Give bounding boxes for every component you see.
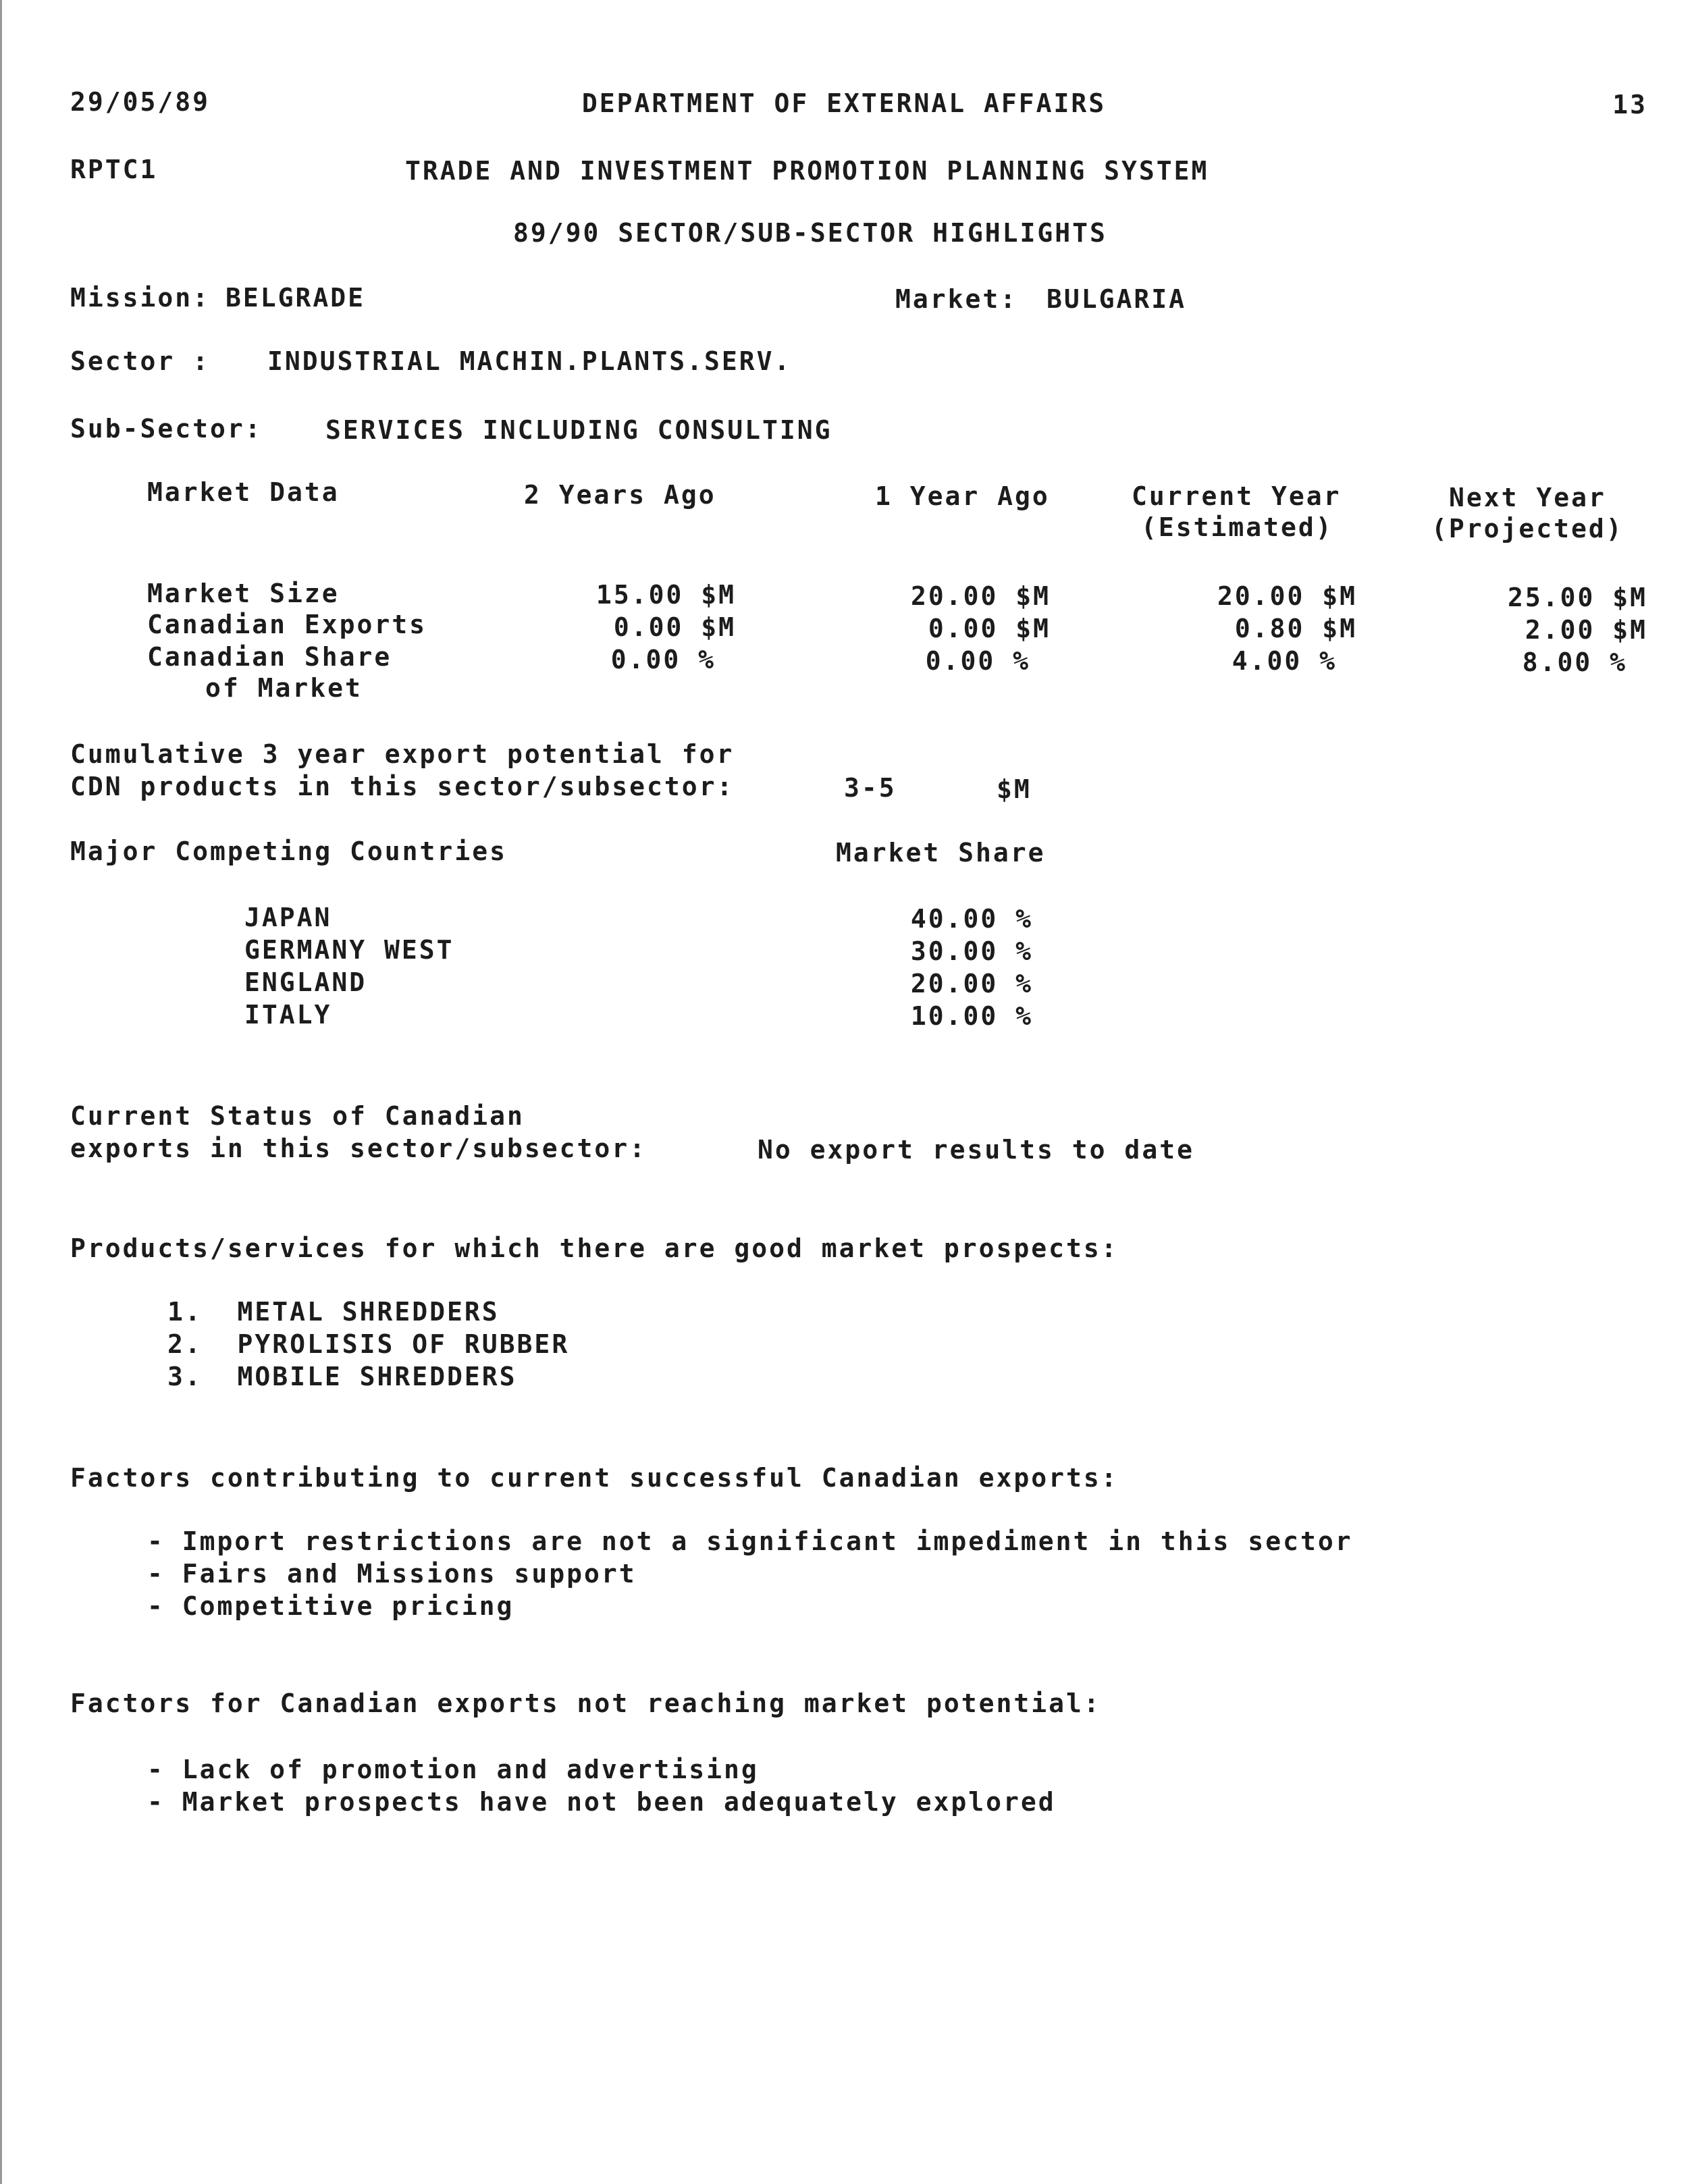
competitor-country: ITALY	[244, 1000, 332, 1030]
cell-share-current: 4.00 %	[1232, 646, 1337, 676]
col-header-2-years-ago: 2 Years Ago	[524, 480, 716, 510]
row-label-canadian-exports: Canadian Exports	[147, 610, 427, 639]
prospects-heading: Products/services for which there are good market prospects:	[70, 1233, 1119, 1263]
status-line2: exports in this sector/subsector:	[70, 1134, 647, 1163]
competitor-share: 30.00 %	[910, 936, 1033, 966]
competitor-share: 10.00 %	[910, 1001, 1033, 1031]
report-title: 89/90 SECTOR/SUB-SECTOR HIGHLIGHTS	[513, 218, 1107, 248]
status-value: No export results to date	[758, 1135, 1194, 1165]
cell-share-1y: 0.00 %	[925, 646, 1030, 676]
col-header-market-data: Market Data	[147, 477, 340, 507]
competitors-header-share: Market Share	[836, 838, 1046, 868]
subsector-value: SERVICES INCLUDING CONSULTING	[325, 415, 832, 445]
system-title: TRADE AND INVESTMENT PROMOTION PLANNING SYSTEM	[405, 156, 1209, 186]
cell-market-size-current: 20.00 $M	[1217, 581, 1357, 611]
report-date: 29/05/89	[70, 87, 211, 117]
col-header-next-year: Next Year	[1449, 483, 1606, 512]
scan-edge	[0, 0, 2, 2184]
cell-share-2y: 0.00 %	[610, 645, 716, 674]
cell-market-size-2y: 15.00 $M	[595, 580, 736, 610]
competitor-share: 20.00 %	[910, 969, 1033, 998]
cell-market-size-next: 25.00 $M	[1507, 583, 1647, 612]
row-label-market-size: Market Size	[147, 579, 340, 608]
mission-value: BELGRADE	[226, 283, 366, 313]
col-header-current-year: Current Year	[1132, 481, 1342, 511]
department-title: DEPARTMENT OF EXTERNAL AFFAIRS	[581, 88, 1107, 118]
success-factors-heading: Factors contributing to current successful Canadian exports:	[70, 1463, 1119, 1493]
cell-exports-current: 0.80 $M	[1234, 614, 1357, 643]
sector-value: INDUSTRIAL MACHIN.PLANTS.SERV.	[267, 346, 792, 376]
shortfall-factor-item: - Market prospects have not been adequately explored	[147, 1787, 1056, 1817]
cumulative-value: 3-5	[844, 773, 897, 803]
success-factor-item: - Import restrictions are not a significant impediment in this sector	[147, 1526, 1353, 1556]
cumulative-line2: CDN products in this sector/subsector:	[70, 772, 735, 801]
cumulative-line1: Cumulative 3 year export potential for	[70, 739, 735, 769]
mission-label: Mission:	[70, 283, 211, 313]
cell-market-size-1y: 20.00 $M	[910, 581, 1051, 611]
cell-exports-next: 2.00 $M	[1525, 615, 1647, 645]
col-header-current-year-sub: (Estimated)	[1141, 512, 1333, 542]
market-label: Market:	[895, 284, 1018, 314]
prospect-item: 3. MOBILE SHREDDERS	[167, 1362, 517, 1391]
cumulative-unit: $M	[997, 774, 1032, 804]
sector-label: Sector :	[70, 346, 211, 376]
cell-share-next: 8.00 %	[1522, 647, 1627, 677]
competitor-country: GERMANY WEST	[244, 935, 454, 965]
row-label-canadian-share-line2: of Market	[205, 673, 363, 703]
competitor-country: ENGLAND	[244, 967, 367, 997]
subsector-label: Sub-Sector:	[70, 414, 263, 444]
report-code: RPTC1	[70, 155, 158, 184]
competitors-header-label: Major Competing Countries	[70, 836, 507, 866]
competitor-share: 40.00 %	[910, 904, 1033, 934]
market-value: BULGARIA	[1047, 284, 1187, 314]
col-header-next-year-sub: (Projected)	[1431, 514, 1624, 543]
page-number: 13	[1612, 90, 1647, 119]
cell-exports-2y: 0.00 $M	[613, 612, 736, 642]
competitor-country: JAPAN	[244, 903, 332, 932]
shortfall-factor-item: - Lack of promotion and advertising	[147, 1755, 759, 1784]
status-line1: Current Status of Canadian	[70, 1101, 525, 1131]
shortfall-factors-heading: Factors for Canadian exports not reaching market potential:	[70, 1688, 1101, 1718]
success-factor-item: - Competitive pricing	[147, 1591, 514, 1621]
prospect-item: 1. METAL SHREDDERS	[167, 1297, 500, 1327]
row-label-canadian-share: Canadian Share	[147, 642, 392, 672]
cell-exports-1y: 0.00 $M	[928, 614, 1051, 643]
success-factor-item: - Fairs and Missions support	[147, 1559, 637, 1589]
prospect-item: 2. PYROLISIS OF RUBBER	[167, 1329, 570, 1359]
col-header-1-year-ago: 1 Year Ago	[875, 481, 1050, 511]
